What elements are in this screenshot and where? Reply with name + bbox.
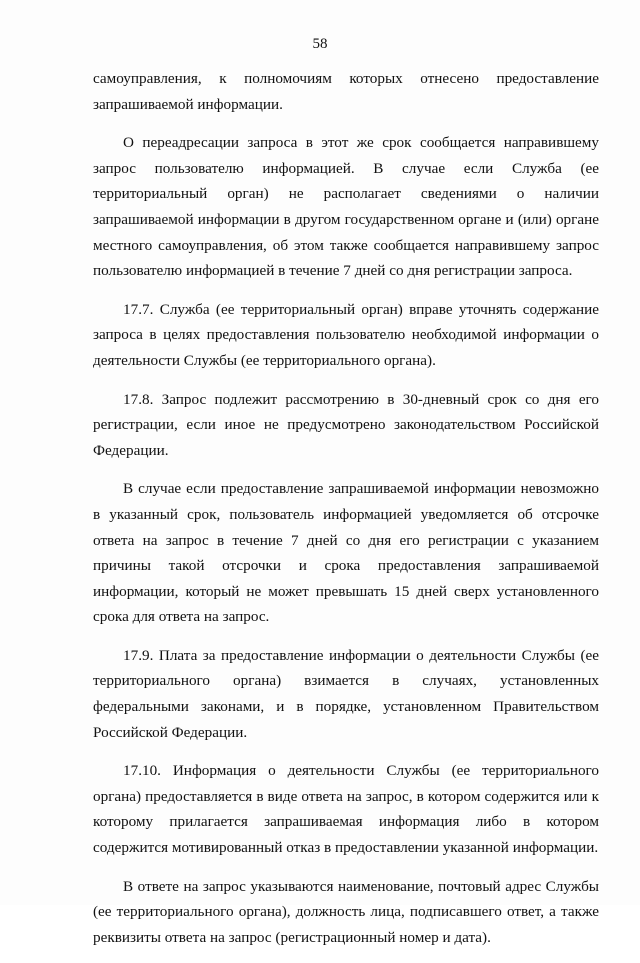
paragraph-response-details: В ответе на запрос указываются наименование, почтовый адрес Службы (ее территориального органа), должность лица, подписавшего ответ, а также реквизиты ответа на запрос (регистрационный номер и дата). (93, 877, 599, 946)
paragraph-redirect-notice: О переадресации запроса в этот же срок сообщается направившему запрос пользователю информацией. В случае если Служба (ее территориальный орган) не располагает сведениями о наличии запрашиваемой информации в другом государственном органе и (или) органе местного самоуправления, об этом также сообщается направившему запрос пользователю информацией в течение 7 дней со дня регистрации запроса. (93, 134, 599, 280)
document-body (93, 66, 599, 963)
paragraph-17-7: 17.7. Служба (ее территориальный орган) вправе уточнять содержание запроса в целях предоставления пользователю необходимой информации о деятельности Службы (ее территориального органа). (93, 300, 599, 369)
page-number: 58 (312, 36, 328, 52)
paragraph-17-10: 17.10. Информация о деятельности Службы (ее территориального органа) предоставляется в виде ответа на запрос, в котором содержится или к которому прилагается запрашиваемая информация либо в котором содержится мотивированный отказ в предоставлении указанной информации. (93, 762, 599, 857)
paragraph-17-9: 17.9. Плата за предоставление информации о деятельности Службы (ее территориального органа) взимается в случаях, установленных федеральными законами, и в порядке, установленном Правительством Российской Федерации. (93, 646, 599, 741)
paragraph-17-8: 17.8. Запрос подлежит рассмотрению в 30-дневный срок со дня его регистрации, если иное не предусмотрено законодательством Российской Федерации. (93, 390, 599, 459)
paragraph-continuation: самоуправления, к полномочиям которых отнесено предоставление запрашиваемой информации. (93, 70, 599, 113)
paragraph-deferral: В случае если предоставление запрашиваемой информации невозможно в указанный срок, пользователь информацией уведомляется об отсрочке ответа на запрос в течение 7 дней со дня его регистрации с указанием причины такой отсрочки и срока предоставления запрашиваемой информации, который не может превышать 15 дней сверх установленного срока для ответа на запрос. (93, 480, 599, 626)
